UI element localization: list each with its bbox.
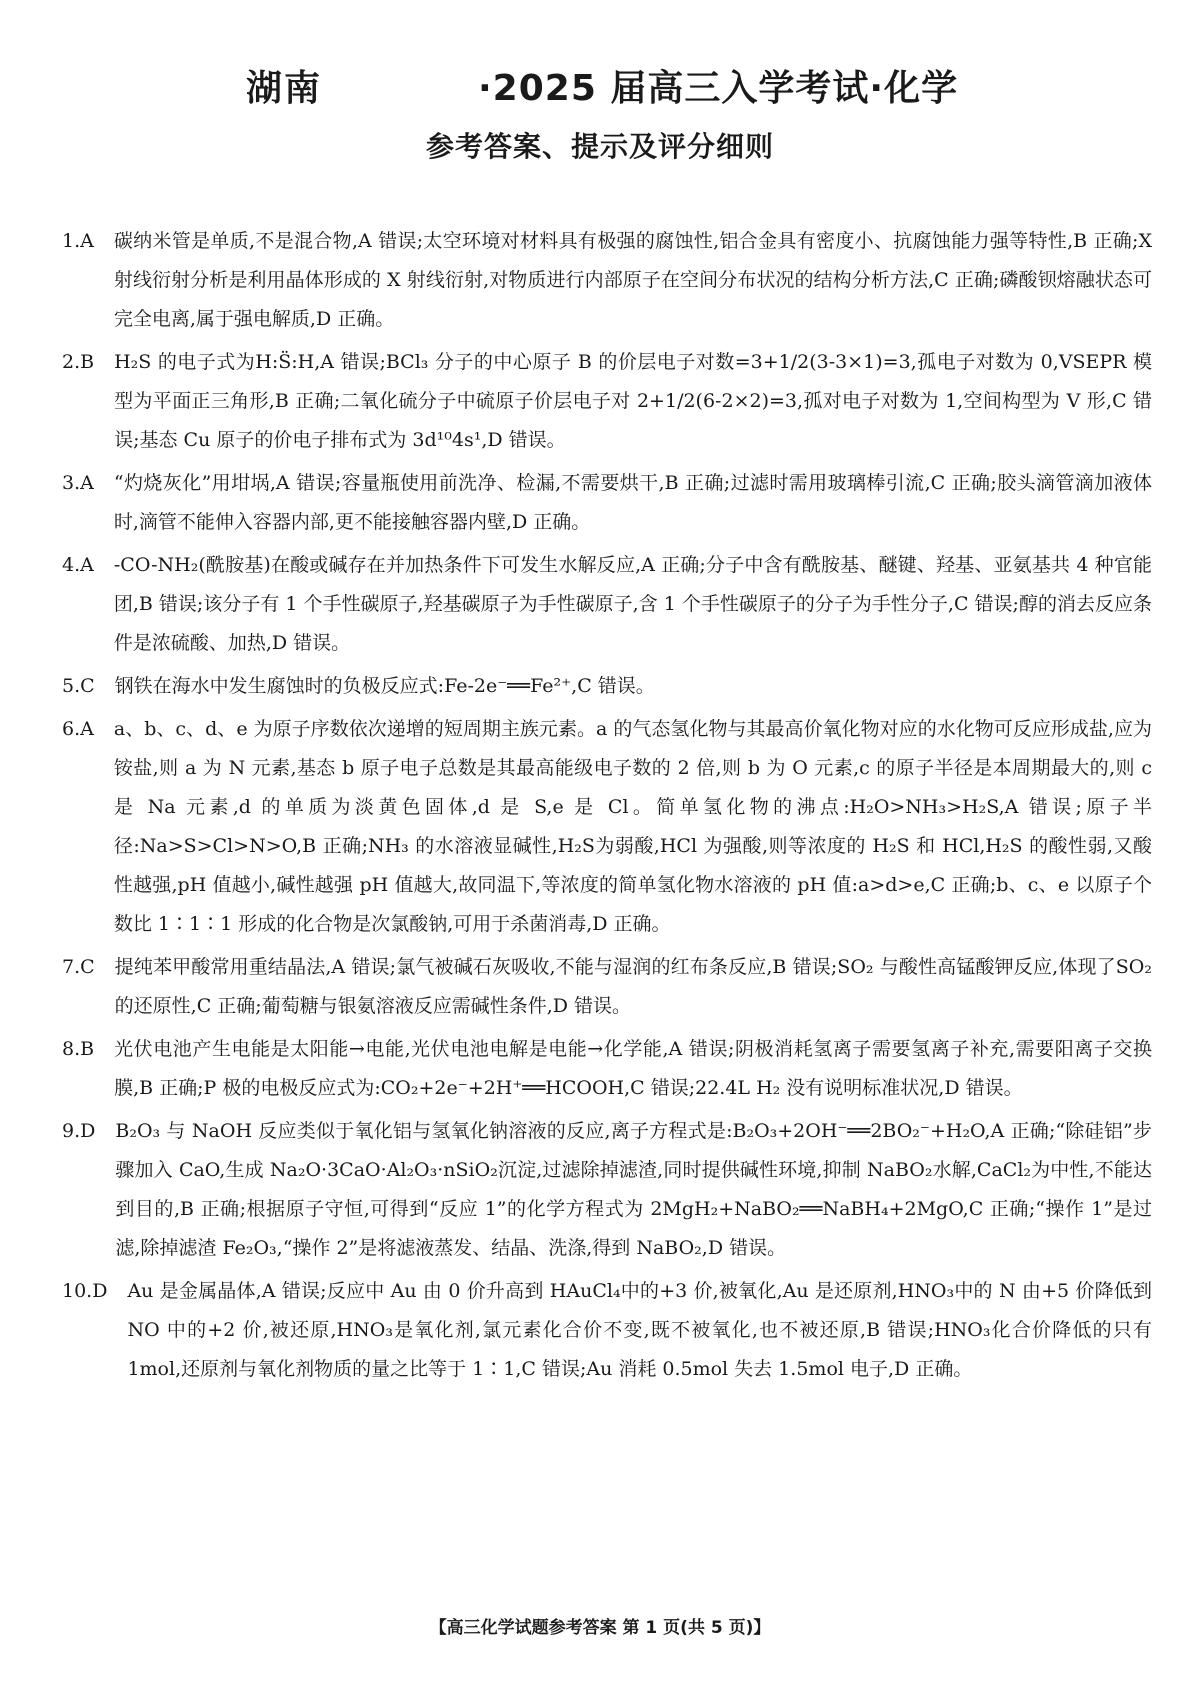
answer-explanation: a、b、c、d、e 为原子序数依次递增的短周期主族元素。a 的气态氢化物与其最高价氧化物对应的水化物可反应形成盐,应为铵盐,则 a 为 N 元素,基态 b 原子电子总数是其最高能级电子数的 2 倍,则 b 为 O 元素,c 的原子半径是本周期最大的,则 c 是 Na 元素,d 的单质为淡黄色固体,d 是 S,e 是 Cl。简单氢化物的沸点:H₂O>NH₃>H₂S,A 错误;原子半径:Na>S>Cl>N>O,B 正确;NH₃ 的水溶液显碱性,H₂S为弱酸,HCl 为强酸,则等浓度的 H₂S 和 HCl,H₂S 的酸性弱,又酸性越强,pH 值越小,碱性越强 pH 值越大,故同温下,等浓度的简单氢化物水溶液的 pH 值:a>d>e,C 正确;b、c、e 以原子个数比 1∶1∶1 形成的化合物是次氯酸钠,可用于杀菌消毒,D 正确。 (113, 718, 1152, 935)
answer-item-10 (62, 1272, 1152, 1389)
page-subtitle: 参考答案、提示及评分细则 (425, 130, 774, 163)
answer-explanation: H₂S 的电子式为H:S̈:H,A 错误;BCl₃ 分子的中心原子 B 的价层电子对数=3+1/2(3-3×1)=3,孤电子对数为 0,VSEPR 模型为平面正三角形,B 正确;二氧化硫分子中硫原子价层电子对 2+1/2(6-2×2)=3,孤对电子对数为 1,空间构型为 V 形,C 错误;基态 Cu 原子的价电子排布式为 3d¹⁰4s¹,D 错误。 (114, 351, 1152, 451)
answer-number: 10.D (62, 1280, 108, 1302)
answer-explanation: 提纯苯甲酸常用重结晶法,A 错误;氯气被碱石灰吸收,不能与湿润的红布条反应,B 错误;SO₂ 与酸性高锰酸钾反应,体现了SO₂ 的还原性,C 正确;葡萄糖与银氨溶液反应需碱性条件,D 错误。 (114, 956, 1152, 1017)
answer-item-1 (62, 222, 1152, 339)
answer-number: 6.A (62, 718, 94, 740)
answer-explanation: “灼烧灰化”用坩埚,A 错误;容量瓶使用前洗净、检漏,不需要烘干,B 正确;过滤时需用玻璃棒引流,C 正确;胶头滴管滴加液体时,滴管不能伸入容器内部,更不能接触容器内壁,D 正确。 (113, 472, 1152, 533)
exam-title: ·2025 届高三入学考试·化学 (478, 68, 959, 109)
answer-number: 4.A (62, 554, 94, 576)
answer-explanation: 钢铁在海水中发生腐蚀时的负极反应式:Fe-2e⁻══Fe²⁺,C 错误。 (114, 675, 655, 697)
answer-number: 8.B (62, 1038, 95, 1060)
answer-number: 2.B (62, 351, 95, 373)
answer-explanation: B₂O₃ 与 NaOH 反应类似于氧化铝与氢氧化钠溶液的反应,离子方程式是:B₂O₃+2OH⁻══2BO₂⁻+H₂O,A 正确;“除硅铝”步骤加入 CaO,生成 Na₂O·3CaO·Al₂O₃·nSiO₂沉淀,过滤除掉滤渣,同时提供碱性环境,抑制 NaBO₂水解,CaCl₂为中性,不能达到目的,B 正确;根据原子守恒,可得到“反应 1”的化学方程式为 2MgH₂+NaBO₂══NaBH₄+2MgO,C 正确;“操作 1”是过滤,除掉滤渣 Fe₂O₃,“操作 2”是将滤液蒸发、结晶、洗涤,得到 NaBO₂,D 错误。 (115, 1120, 1152, 1259)
answer-item-8 (62, 1030, 1152, 1108)
answer-item-5 (62, 667, 1152, 706)
page-header (0, 60, 1200, 110)
answer-number: 3.A (62, 472, 94, 494)
answer-item-9 (62, 1112, 1152, 1268)
page-footer: 【高三化学试题参考答案 第 1 页(共 5 页)】 (429, 1618, 771, 1638)
answer-item-7 (62, 948, 1152, 1026)
answer-explanation: Au 是金属晶体,A 错误;反应中 Au 由 0 价升高到 HAuCl₄中的+3 价,被氧化,Au 是还原剂,HNO₃中的 N 由+5 价降低到 NO 中的+2 价,被还原,HNO₃是氧化剂,氯元素化合价不变,既不被氧化,也不被还原,B 错误;HNO₃化合价降低的只有 1mol,还原剂与氧化剂物质的量之比等于 1∶1,C 错误;Au 消耗 0.5mol 失去 1.5mol 电子,D 正确。 (127, 1280, 1152, 1380)
answer-number: 9.D (62, 1120, 96, 1142)
answer-item-6 (62, 710, 1152, 944)
answer-list (62, 222, 1152, 1393)
answer-explanation: 光伏电池产生电能是太阳能→电能,光伏电池电解是电能→化学能,A 错误;阴极消耗氢离子需要氢离子补充,需要阳离子交换膜,B 正确;P 极的电极反应式为:CO₂+2e⁻+2H⁺══HCOOH,C 错误;22.4L H₂ 没有说明标准状况,D 错误。 (114, 1038, 1152, 1099)
answer-explanation: -CO-NH₂(酰胺基)在酸或碱存在并加热条件下可发生水解反应,A 正确;分子中含有酰胺基、醚键、羟基、亚氨基共 4 种官能团,B 错误;该分子有 1 个手性碳原子,羟基碳原子为手性碳原子,含 1 个手性碳原子的分子为手性分子,C 错误;醇的消去反应条件是浓硫酸、加热,D 错误。 (113, 554, 1152, 654)
answer-explanation: 碳纳米管是单质,不是混合物,A 错误;太空环境对材料具有极强的腐蚀性,铝合金具有密度小、抗腐蚀能力强等特性,B 正确;X 射线衍射分析是利用晶体形成的 X 射线衍射,对物质进行内部原子在空间分布状况的结构分析方法,C 正确;磷酸钡熔融状态可完全电离,属于强电解质,D 正确。 (113, 230, 1152, 330)
answer-item-3 (62, 464, 1152, 542)
answer-number: 1.A (62, 230, 94, 252)
answer-number: 7.C (62, 956, 95, 978)
answer-item-2 (62, 343, 1152, 460)
answer-number: 5.C (62, 675, 95, 697)
region-label: 湖南 (246, 68, 323, 109)
answer-item-4 (62, 546, 1152, 663)
